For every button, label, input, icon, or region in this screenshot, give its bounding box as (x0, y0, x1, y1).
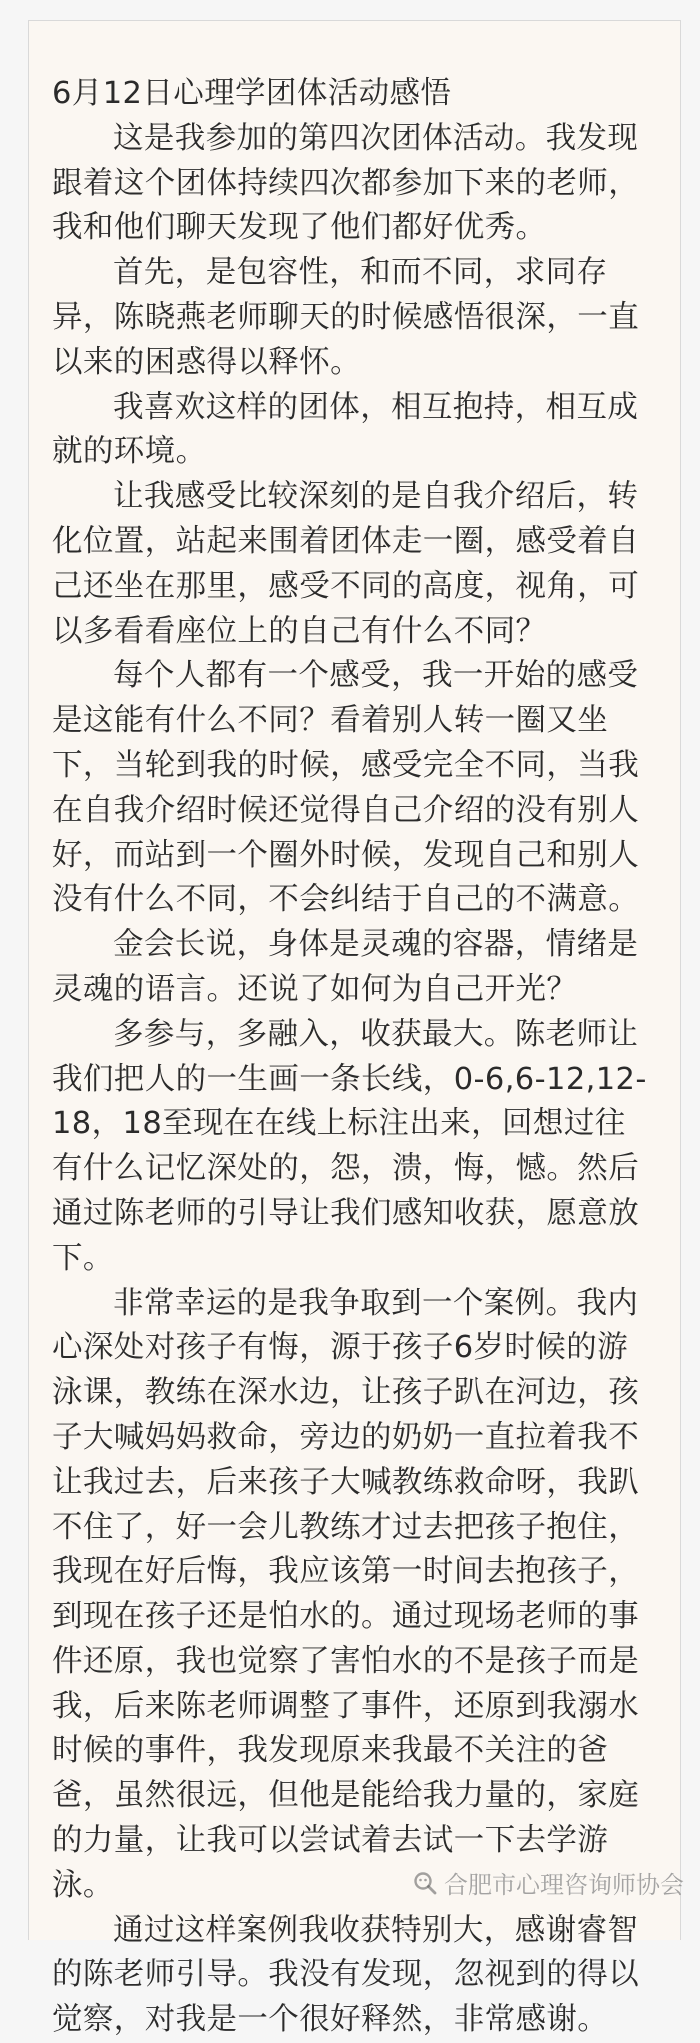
paragraph-8: 非常幸运的是我争取到一个案例。我内心深处对孩子有悔，源于孩子6岁时候的游泳课，教练在深水边，让孩子趴在河边，孩子大喊妈妈救命，旁边的奶奶一直拉着我不让我过去，后来孩子大喊教练救命呀，我趴不住了，好一会儿教练才过去把孩子抱住，我现在好后悔，我应该第一时间去抱孩子，到现在孩子还是怕水的。通过现场老师的事件还原，我也觉察了害怕水的不是孩子而是我，后来陈老师调整了事件，还原到我溺水时候的事件，我发现原来我最不关注的爸爸，虽然很远，但他是能给我力量的，家庭的力量，让我可以尝试着去试一下去学游泳。 (52, 1285, 640, 1903)
paragraph-1: 这是我参加的第四次团体活动。我发现跟着这个团体持续四次都参加下来的老师，我和他们聊天发现了他们都好优秀。 (52, 120, 640, 246)
watermark (412, 1865, 684, 1900)
wechat-search-icon (412, 1870, 438, 1896)
paragraph-4: 让我感受比较深刻的是自我介绍后，转化位置，站起来围着团体走一圈，感受着自己还坐在那里，感受不同的高度，视角，可以多看看座位上的自己有什么不同？ (52, 479, 640, 649)
paragraph-6: 金会长说，身体是灵魂的容器，情绪是灵魂的语言。还说了如何为自己开光？ (52, 927, 639, 1007)
watermark-text: 合肥市心理咨询师协会 (444, 1871, 684, 1899)
document-title: 6月12日心理学团体活动感悟 (52, 76, 452, 111)
paragraph-2: 首先，是包容性，和而不同，求同存异，陈晓燕老师聊天的时候感悟很深，一直以来的困惑得以释怀。 (52, 255, 640, 380)
document-body (52, 72, 652, 2043)
paragraph-7: 多参与，多融入，收获最大。陈老师让我们把人的一生画一条长线，0-6,6-12,12-18，18至现在在线上标注出来，回想过往有什么记忆深处的，怨，溃，悔，憾。然后通过陈老师的引导让我们感知收获，愿意放下。 (52, 1016, 647, 1276)
paragraph-5: 每个人都有一个感受，我一开始的感受是这能有什么不同？看着别人转一圈又坐下，当轮到我的时候，感受完全不同，当我在自我介绍时候还觉得自己介绍的没有别人好，而站到一个圈外时候，发现自己和别人没有什么不同，不会纠结于自己的不满意。 (52, 658, 640, 918)
paragraph-3: 我喜欢这样的团体，相互抱持，相互成就的环境。 (52, 389, 639, 470)
paragraph-9: 通过这样案例我收获特别大，感谢睿智的陈老师引导。我没有发现，忽视到的得以觉察，对我是一个很好释然，非常感谢。 (52, 1912, 640, 2038)
